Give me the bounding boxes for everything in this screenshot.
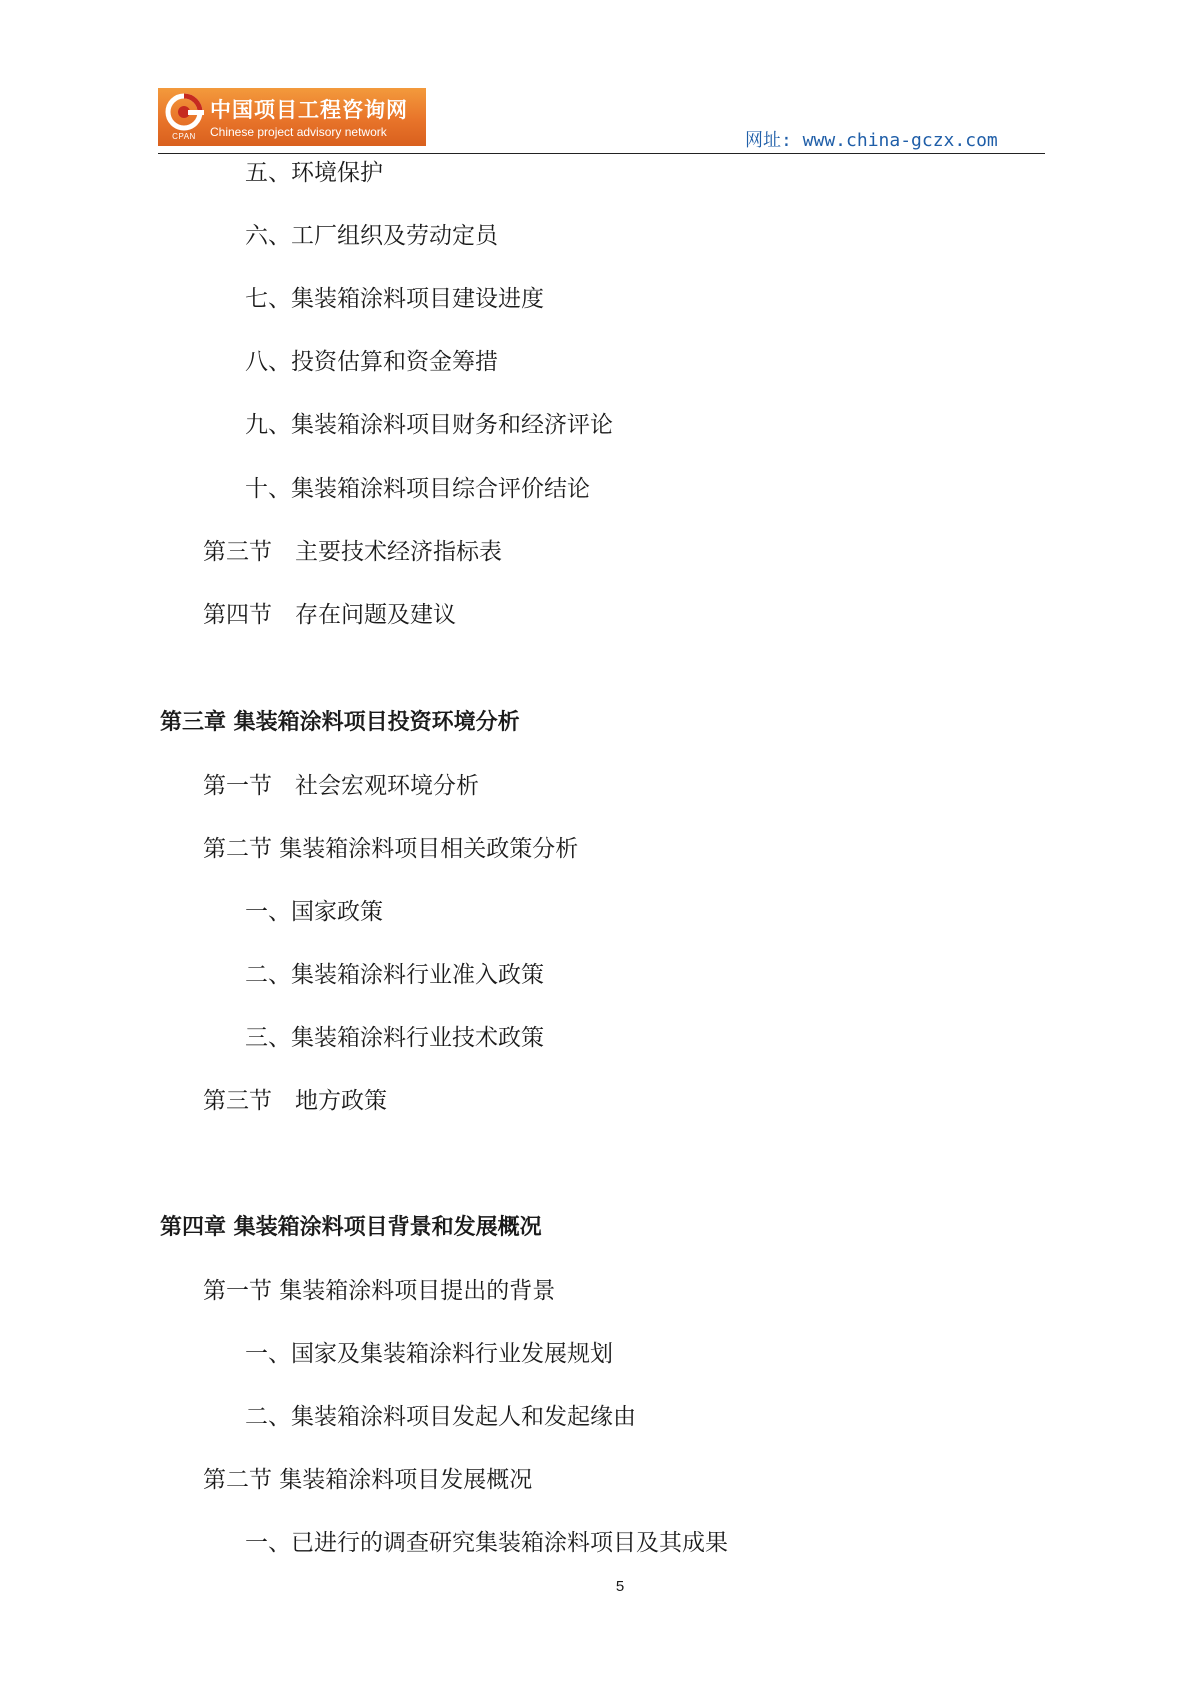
toc-item: 六、工厂组织及劳动定员 [245, 223, 498, 249]
toc-section: 第一节 社会宏观环境分析 [203, 773, 479, 799]
toc-item: 十、集装箱涂料项目综合评价结论 [245, 476, 590, 502]
site-logo [158, 88, 426, 146]
toc-item: 八、投资估算和资金筹措 [245, 349, 498, 375]
logo-english-name: Chinese project advisory network [210, 125, 387, 139]
logo-abbreviation: CPAN [172, 132, 196, 141]
toc-item: 二、集装箱涂料项目发起人和发起缘由 [245, 1404, 636, 1430]
toc-section: 第二节 集装箱涂料项目发展概况 [203, 1467, 533, 1493]
toc-chapter: 第四章 集装箱涂料项目背景和发展概况 [160, 1215, 542, 1240]
toc-section: 第二节 集装箱涂料项目相关政策分析 [203, 836, 579, 862]
toc-item: 一、国家及集装箱涂料行业发展规划 [245, 1341, 613, 1367]
toc-section: 第一节 集装箱涂料项目提出的背景 [203, 1278, 556, 1304]
toc-item: 九、集装箱涂料项目财务和经济评论 [245, 412, 613, 438]
header-divider [158, 153, 1045, 154]
logo-chinese-name: 中国项目工程咨询网 [210, 98, 408, 122]
toc-item: 三、集装箱涂料行业技术政策 [245, 1025, 544, 1051]
toc-item: 一、已进行的调查研究集装箱涂料项目及其成果 [245, 1530, 728, 1556]
cpan-logo-icon [164, 92, 204, 132]
toc-section: 第三节 主要技术经济指标表 [203, 539, 502, 565]
toc-section: 第三节 地方政策 [203, 1088, 387, 1114]
toc-item: 七、集装箱涂料项目建设进度 [245, 286, 544, 312]
toc-chapter: 第三章 集装箱涂料项目投资环境分析 [160, 710, 520, 735]
page-number: 5 [615, 1578, 625, 1595]
toc-section: 第四节 存在问题及建议 [203, 602, 456, 628]
website-link[interactable]: 网址: www.china-gczx.com [745, 130, 998, 151]
toc-item: 二、集装箱涂料行业准入政策 [245, 962, 544, 988]
toc-item: 一、国家政策 [245, 899, 383, 925]
toc-item: 五、环境保护 [245, 160, 383, 186]
